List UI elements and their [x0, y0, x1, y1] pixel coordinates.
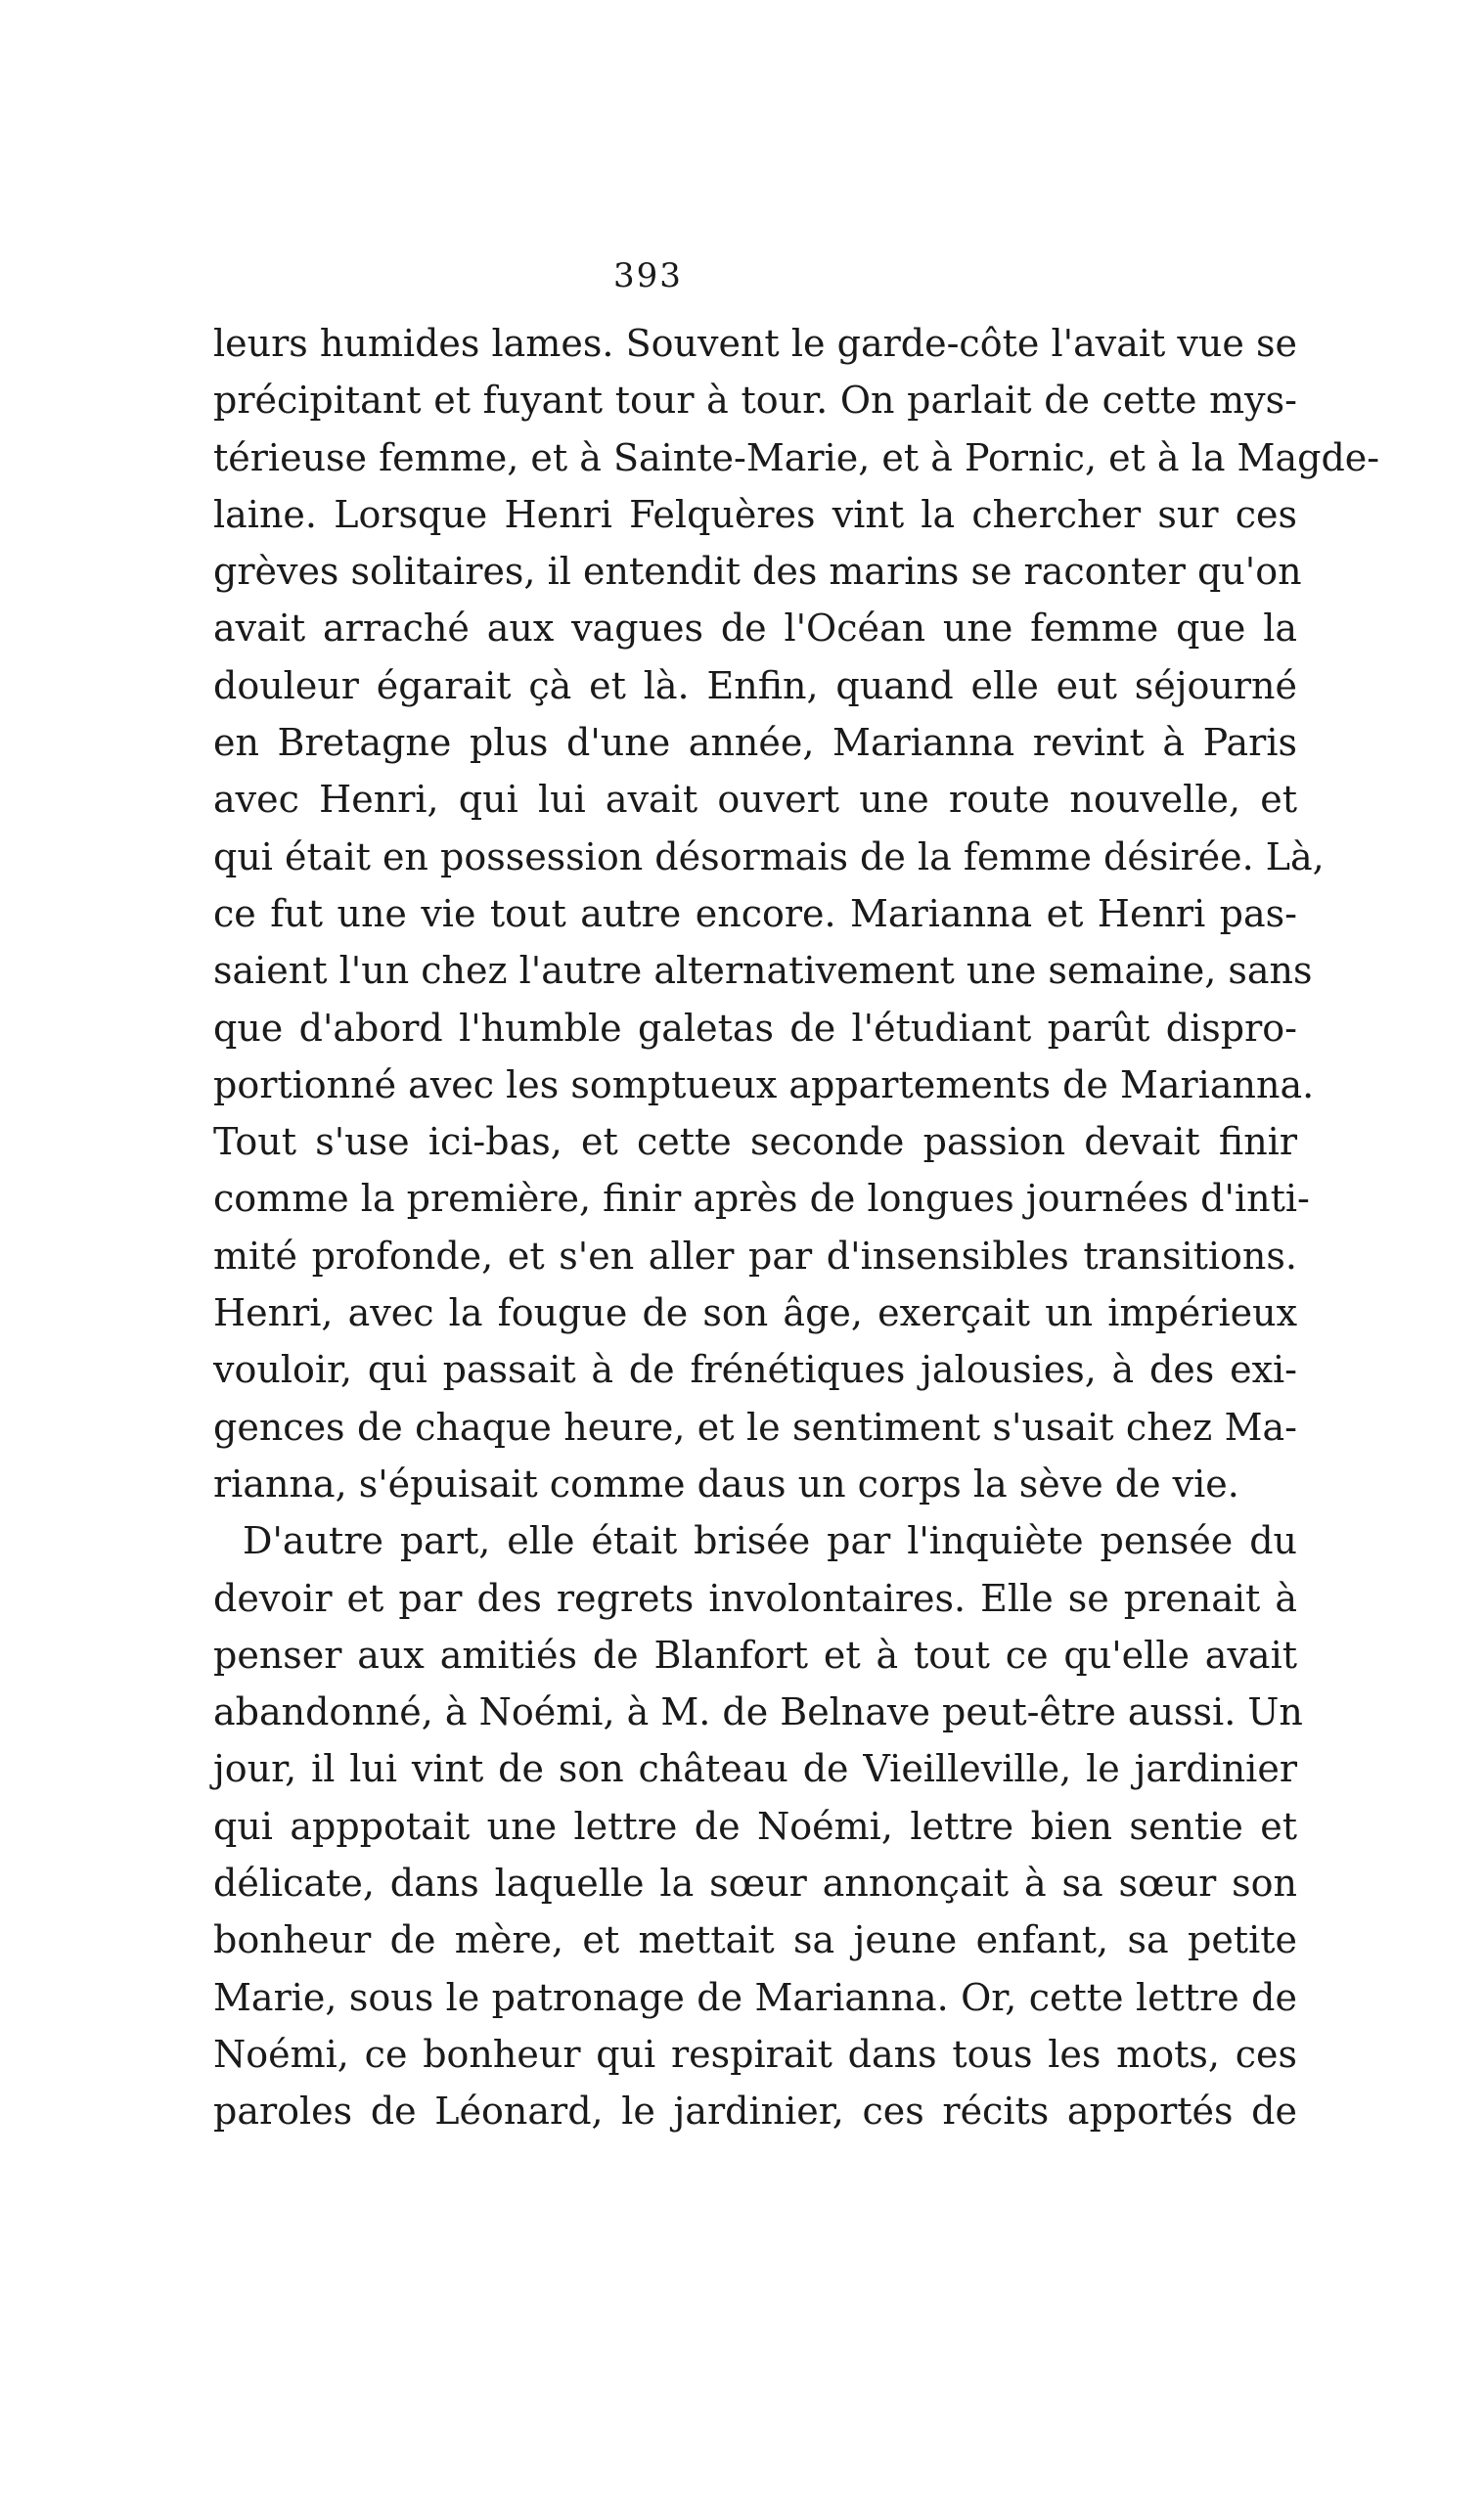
text-line: paroles de Léonard, le jardinier, ces récits apportés de: [213, 2090, 1297, 2134]
text-line: douleur égarait çà et là. Enfin, quand elle eut séjourné: [213, 663, 1297, 707]
text-line: délicate, dans laquelle la sœur annonçait à sa sœur son: [213, 1862, 1297, 1906]
text-line: avait arraché aux vagues de l'Océan une femme que la: [213, 607, 1297, 651]
text-line: ce fut une vie tout autre encore. Marianna et Henri pas-: [213, 891, 1297, 935]
text-line: gences de chaque heure, et le sentiment s'usait chez Ma-: [213, 1405, 1297, 1449]
text-line: Henri, avec la fougue de son âge, exerçait un impérieux: [213, 1291, 1297, 1335]
text-line: rianna, s'épuisait comme daus un corps la sève de vie.: [213, 1461, 1239, 1506]
page-number: 393: [613, 256, 683, 295]
text-line: Marie, sous le patronage de Marianna. Or, cette lettre de: [213, 1975, 1297, 2019]
text-line: abandonné, à Noémi, à M. de Belnave peut-être aussi. Un: [213, 1690, 1303, 1734]
text-line: bonheur de mère, et mettait sa jeune enfant, sa petite: [213, 1918, 1297, 1962]
text-line: Noémi, ce bonheur qui respirait dans tous les mots, ces: [213, 2032, 1297, 2076]
text-line: mité profonde, et s'en aller par d'insensibles transitions.: [213, 1234, 1297, 1278]
body-text: [213, 315, 1380, 2140]
text-line: leurs humides lames. Souvent le garde-côte l'avait vue se: [213, 322, 1297, 365]
text-line: qui apppotait une lettre de Noémi, lettre bien sentie et: [213, 1804, 1297, 1848]
text-line: qui était en possession désormais de la femme désirée. Là,: [213, 834, 1325, 878]
text-line: penser aux amitiés de Blanfort et à tout ce qu'elle avait: [213, 1633, 1297, 1677]
text-line: précipitant et fuyant tour à tour. On parlait de cette mys-: [213, 379, 1297, 423]
text-line: saient l'un chez l'autre alternativement une semaine, sans: [213, 949, 1313, 993]
text-line: vouloir, qui passait à de frénétiques jalousies, à des exi-: [213, 1348, 1297, 1392]
text-line: laine. Lorsque Henri Felquères vint la chercher sur ces: [213, 492, 1297, 536]
text-line: jour, il lui vint de son château de Vieilleville, le jardinier: [213, 1747, 1297, 1791]
text-line: portionné avec les somptueux appartements de Marianna.: [213, 1062, 1315, 1106]
text-line: D'autre part, elle était brisée par l'inquiète pensée du: [243, 1519, 1297, 1563]
text-line: en Bretagne plus d'une année, Marianna revint à Paris: [213, 721, 1297, 765]
text-line: Tout s'use ici-bas, et cette seconde passion devait finir: [213, 1120, 1297, 1164]
text-line: comme la première, finir après de longues journées d'inti-: [213, 1177, 1310, 1221]
text-line: que d'abord l'humble galetas de l'étudiant parût dispro-: [213, 1006, 1297, 1050]
text-line: térieuse femme, et à Sainte-Marie, et à Pornic, et à la Magde-: [213, 435, 1380, 479]
text-line: avec Henri, qui lui avait ouvert une route nouvelle, et: [213, 778, 1297, 822]
text-line: devoir et par des regrets involontaires. Elle se prenait à: [213, 1576, 1297, 1620]
text-line: grèves solitaires, il entendit des marins se raconter qu'on: [213, 550, 1302, 594]
